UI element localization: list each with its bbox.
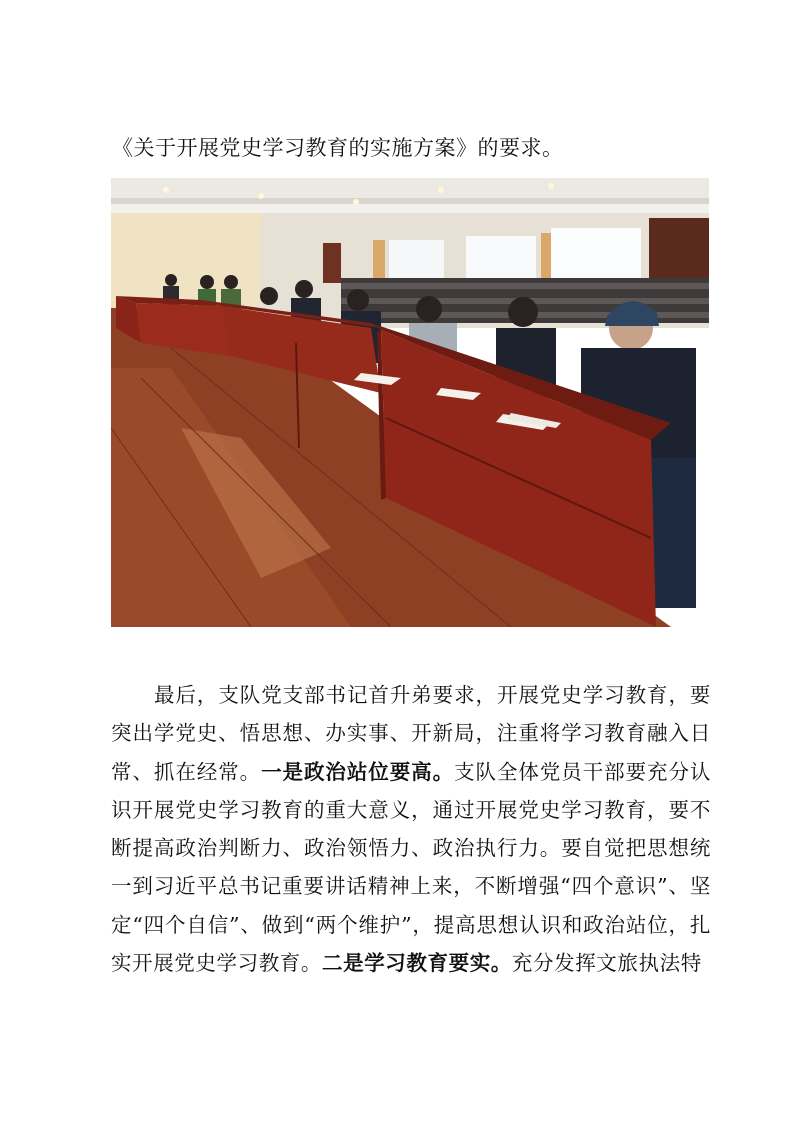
paragraph-segment-3: 充分发挥文旅执法特 <box>511 951 702 976</box>
paragraph-segment-2: 支队全体党员干部要充分认识开展党史学习教育的重大意义，通过开展党史学习教育，要不断提高政治判断力、政治领悟力、政治执行力。要自觉把思想统一到习近平总书记重要讲话精神上来，不断增强“四个意识”、坚定“四个自信”、做到“两个维护”，提高思想认识和政治站位，扎实开展党史学习教育。 <box>111 759 712 976</box>
bold-point-2: 二是学习教育要实。 <box>322 951 512 976</box>
body-paragraph <box>111 676 711 982</box>
meeting-photo <box>111 178 709 627</box>
intro-line: 《关于开展党史学习教育的实施方案》的要求。 <box>112 136 564 160</box>
bold-point-1: 一是政治站位要高。 <box>261 759 455 784</box>
body-paragraph-block <box>111 676 711 982</box>
paragraph-segment-1: 最后，支队党支部书记首升弟要求，开展党史学习教育，要突出学党史、悟思想、办实事、开新局，注重将学习教育融入日常、抓在经常。 <box>111 683 711 784</box>
